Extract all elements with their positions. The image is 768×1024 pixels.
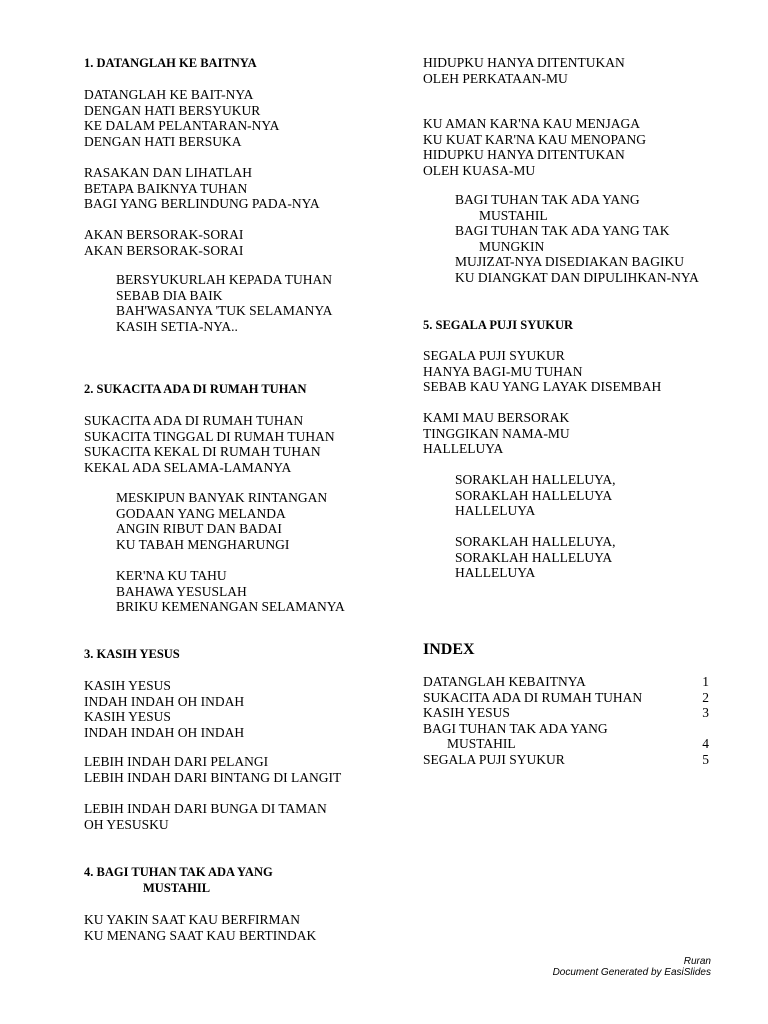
lyric-line: BAGI YANG BERLINDUNG PADA-NYA [84, 196, 320, 211]
lyric-line: BETAPA BAIKNYA TUHAN [84, 180, 248, 196]
lyric-line: KEKAL ADA SELAMA-LAMANYA [84, 459, 292, 475]
lyric-line: INDAH INDAH OH INDAH [84, 724, 245, 740]
lyric-line: AKAN BERSORAK-SORAI [84, 227, 244, 242]
index-entry-title: BAGI TUHAN TAK ADA YANG [423, 720, 608, 736]
index-entry[interactable] [423, 752, 709, 768]
lyric-line: SUKACITA TINGGAL DI RUMAH TUHAN [84, 428, 335, 444]
lyric-line: MUSTAHIL [479, 207, 548, 223]
lyric-line: HALLELUYA [455, 565, 536, 580]
lyric-line: GODAAN YANG MELANDA [116, 505, 286, 521]
lyric-line: BAGI TUHAN TAK ADA YANG [455, 192, 640, 207]
lyric-line: LEBIH INDAH DARI PELANGI [84, 754, 269, 769]
index-entry-page: 5 [702, 751, 709, 767]
lyric-line: SORAKLAH HALLELUYA [455, 487, 613, 503]
index-entry-page: 3 [702, 705, 709, 720]
lyric-line: RASAKAN DAN LIHATLAH [84, 165, 252, 180]
song-title [84, 865, 273, 896]
stanza [84, 227, 243, 258]
lyric-line: BERSYUKURLAH KEPADA TUHAN [116, 272, 333, 287]
index-entry-title: SEGALA PUJI SYUKUR [423, 751, 565, 767]
lyric-line: SORAKLAH HALLELUYA, [455, 534, 616, 549]
index-entry[interactable] [423, 705, 709, 721]
lyric-line: HIDUPKU HANYA DITENTUKAN [423, 147, 625, 162]
lyric-line: KE DALAM PELANTARAN-NYA [84, 118, 280, 133]
index-entry-page: 4 [702, 736, 709, 751]
stanza [84, 413, 335, 475]
lyric-line: TINGGIKAN NAMA-MU [423, 425, 570, 441]
lyric-line: ANGIN RIBUT DAN BADAI [116, 521, 282, 536]
song-title: 5. SEGALA PUJI SYUKUR [423, 318, 574, 332]
lyric-line: KU TABAH MENGHARUNGI [116, 536, 290, 552]
index-entry-title: KASIH YESUS [423, 705, 510, 720]
index-entry-title: DATANGLAH KEBAITNYA [423, 674, 586, 689]
lyric-line: DENGAN HATI BERSUKA [84, 133, 242, 149]
lyric-line: KASIH SETIA-NYA.. [116, 318, 238, 334]
index-heading: INDEX [423, 641, 475, 658]
stanza [84, 912, 316, 943]
stanza [84, 165, 320, 212]
lyric-line: DENGAN HATI BERSYUKUR [84, 102, 261, 118]
lyric-line: INDAH INDAH OH INDAH [84, 693, 245, 709]
lyric-line: SEBAB KAU YANG LAYAK DISEMBAH [423, 379, 662, 394]
chorus [423, 192, 699, 285]
song-title: 1. DATANGLAH KE BAITNYA [84, 56, 257, 70]
lyric-line: HALLELUYA [423, 441, 504, 456]
chorus [84, 568, 345, 615]
lyric-line: SEBAB DIA BAIK [116, 287, 223, 303]
lyric-line: MUJIZAT-NYA DISEDIAKAN BAGIKU [455, 254, 684, 269]
lyric-line: HANYA BAGI-MU TUHAN [423, 363, 583, 379]
lyric-line: LEBIH INDAH DARI BUNGA DI TAMAN [84, 801, 327, 816]
index-entry-line [423, 736, 709, 752]
lyric-line: OLEH PERKATAAN-MU [423, 70, 568, 86]
stanza [84, 754, 341, 785]
lyric-line: KU AMAN KAR'NA KAU MENJAGA [423, 116, 640, 131]
lyric-line: BAGI TUHAN TAK ADA YANG TAK [455, 223, 670, 238]
stanza [423, 410, 570, 457]
index-entry-title-cont: MUSTAHIL [447, 736, 516, 751]
index-entry-page: 2 [702, 689, 709, 705]
lyric-line: SORAKLAH HALLELUYA, [455, 472, 616, 487]
lyric-line: OH YESUSKU [84, 816, 169, 832]
song-title: 2. SUKACITA ADA DI RUMAH TUHAN [84, 382, 307, 396]
lyric-line: HIDUPKU HANYA DITENTUKAN [423, 55, 625, 70]
index-entry-page: 1 [702, 674, 709, 689]
stanza [84, 87, 279, 149]
stanza [423, 116, 646, 178]
footer-generator: Document Generated by EasiSlides [552, 967, 711, 978]
lyric-line: MESKIPUN BANYAK RINTANGAN [116, 490, 328, 505]
chorus [84, 490, 327, 552]
footer-author: Ruran [683, 956, 711, 967]
song-title-line: 4. BAGI TUHAN TAK ADA YANG [84, 865, 273, 879]
lyric-line: AKAN BERSORAK-SORAI [84, 242, 244, 258]
lyric-line: OLEH KUASA-MU [423, 162, 536, 178]
index-entry-line [423, 721, 709, 737]
song-title-line: MUSTAHIL [143, 880, 211, 895]
lyric-line: BRIKU KEMENANGAN SELAMANYA [116, 599, 345, 614]
song-title: 3. KASIH YESUS [84, 647, 180, 661]
lyric-line: BAH'WASANYA 'TUK SELAMANYA [116, 303, 333, 318]
lyric-line: HALLELUYA [455, 503, 536, 518]
index-entry-title: SUKACITA ADA DI RUMAH TUHAN [423, 689, 643, 705]
lyric-line: KU YAKIN SAAT KAU BERFIRMAN [84, 912, 301, 927]
lyric-line: KASIH YESUS [84, 709, 171, 724]
stanza [84, 801, 327, 832]
chorus [423, 534, 616, 581]
lyric-line: KASIH YESUS [84, 678, 171, 693]
chorus [84, 272, 332, 334]
stanza [423, 55, 625, 86]
stanza [423, 348, 661, 395]
lyric-line: SORAKLAH HALLELUYA [455, 549, 613, 565]
index-table [423, 674, 709, 767]
document-footer [553, 956, 711, 978]
lyric-line: KAMI MAU BERSORAK [423, 410, 570, 425]
lyric-line: BAHAWA YESUSLAH [116, 583, 247, 599]
lyric-line: KU MENANG SAAT KAU BERTINDAK [84, 927, 317, 943]
lyric-line: KU DIANGKAT DAN DIPULIHKAN-NYA [455, 269, 699, 285]
lyric-line: MUNGKIN [479, 238, 545, 254]
chorus [423, 472, 616, 519]
lyric-line: DATANGLAH KE BAIT-NYA [84, 87, 254, 102]
index-entry[interactable] [423, 674, 709, 690]
stanza [84, 678, 244, 740]
index-entry[interactable] [423, 690, 709, 706]
lyric-line: LEBIH INDAH DARI BINTANG DI LANGIT [84, 769, 342, 785]
lyric-line: KER'NA KU TAHU [116, 568, 227, 583]
lyric-line: SUKACITA KEKAL DI RUMAH TUHAN [84, 444, 321, 459]
index-entry[interactable] [423, 721, 709, 752]
lyric-line: KU KUAT KAR'NA KAU MENOPANG [423, 131, 646, 147]
lyric-line: SEGALA PUJI SYUKUR [423, 348, 565, 363]
lyric-line: SUKACITA ADA DI RUMAH TUHAN [84, 413, 304, 428]
